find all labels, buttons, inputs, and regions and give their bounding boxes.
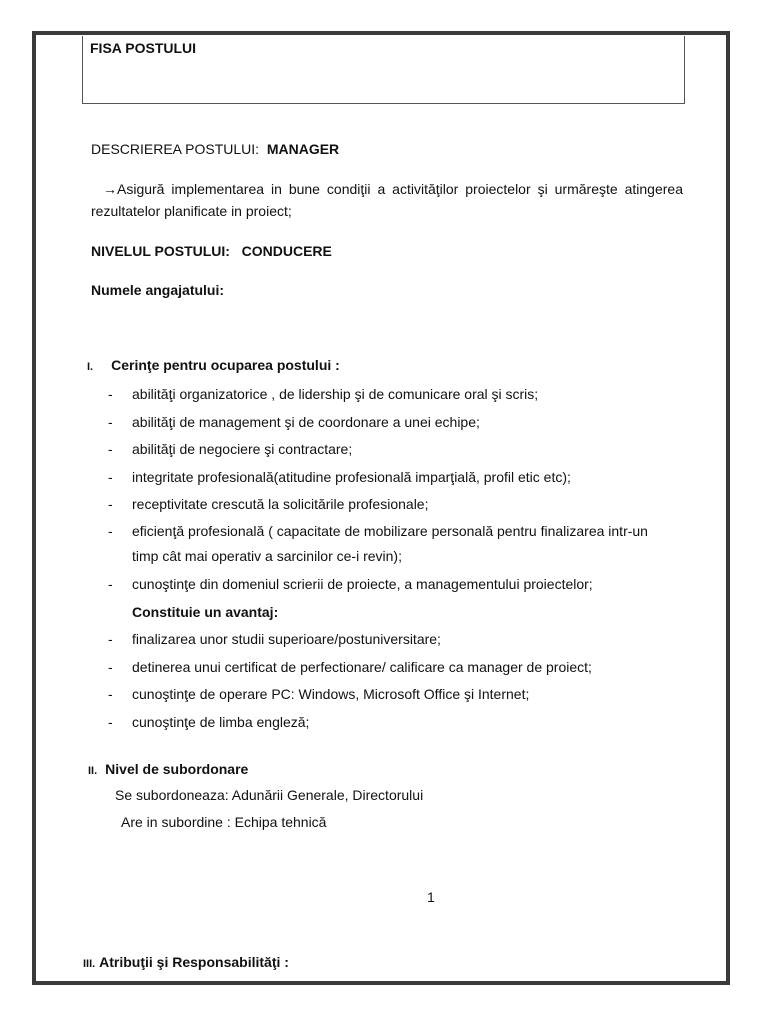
page-number: 1: [427, 889, 435, 905]
list-item: - integritate profesională(atitudine profesională imparţială, profil etic etc);: [108, 464, 678, 492]
employee-name-label: Numele angajatului:: [91, 282, 225, 298]
job-level-value: CONDUCERE: [241, 243, 332, 259]
section-3-title: Atribuţii şi Responsabilităţi :: [99, 954, 289, 970]
advantage-heading: Constituie un avantaj:: [132, 603, 279, 620]
section-2-title: Nivel de subordonare: [105, 761, 249, 777]
list-item: - finalizarea unor studii superioare/postuniversitare;: [108, 626, 678, 654]
job-description-text: →Asigură implementarea in bune condiţii a activităţilor proiectelor şi urmăreşte atingerea rezultatelor planificate in proiect;: [91, 181, 683, 219]
section-3-number: III.: [83, 958, 96, 970]
job-description-label: DESCRIEREA POSTULUI:: [91, 141, 260, 157]
list-item: - cunoştinţe de limba engleză;: [108, 709, 678, 737]
subordination-line: Se subordoneaza: Adunării Generale, Directorului: [115, 787, 424, 803]
title-box: [82, 36, 685, 104]
list-item: - abilităţi de negociere şi contractare;: [108, 436, 678, 464]
section-2-number: II.: [88, 765, 98, 777]
job-level-line: [91, 243, 332, 259]
list-item: - abilităţi organizatorice , de lidership şi de comunicare oral şi scris;: [108, 381, 678, 409]
document-title: FISA POSTULUI: [90, 40, 197, 56]
section-1-heading: [87, 357, 340, 373]
list-item: - cunoştinţe din domeniul scrierii de proiecte, a managementului proiectelor;: [108, 571, 678, 599]
section-2-heading: [88, 761, 248, 777]
job-description-line: [91, 141, 339, 157]
job-level-label: NIVELUL POSTULUI:: [91, 243, 230, 259]
requirements-list: [108, 381, 678, 737]
section-1-title: Cerinţe pentru ocuparea postului :: [111, 357, 340, 373]
section-1-number: I.: [87, 361, 94, 373]
list-item: - receptivitate crescută la solicitările profesionale;: [108, 491, 678, 519]
list-item: - eficienţă profesională ( capacitate de mobilizare personală pentru finalizarea intr-un timp cât mai operativ a sarcinilor ce-i revin);: [108, 519, 678, 569]
section-3-heading: [83, 954, 289, 970]
subordinates-line: Are in subordine : Echipa tehnică: [121, 814, 327, 830]
list-item: - detinerea unui certificat de perfectionare/ calificare ca manager de proiect;: [108, 654, 678, 682]
list-item: - cunoştinţe de operare PC: Windows, Microsoft Office şi Internet;: [108, 681, 678, 709]
list-item: - abilităţi de management şi de coordonare a unei echipe;: [108, 409, 678, 437]
job-description-value: MANAGER: [266, 141, 340, 157]
